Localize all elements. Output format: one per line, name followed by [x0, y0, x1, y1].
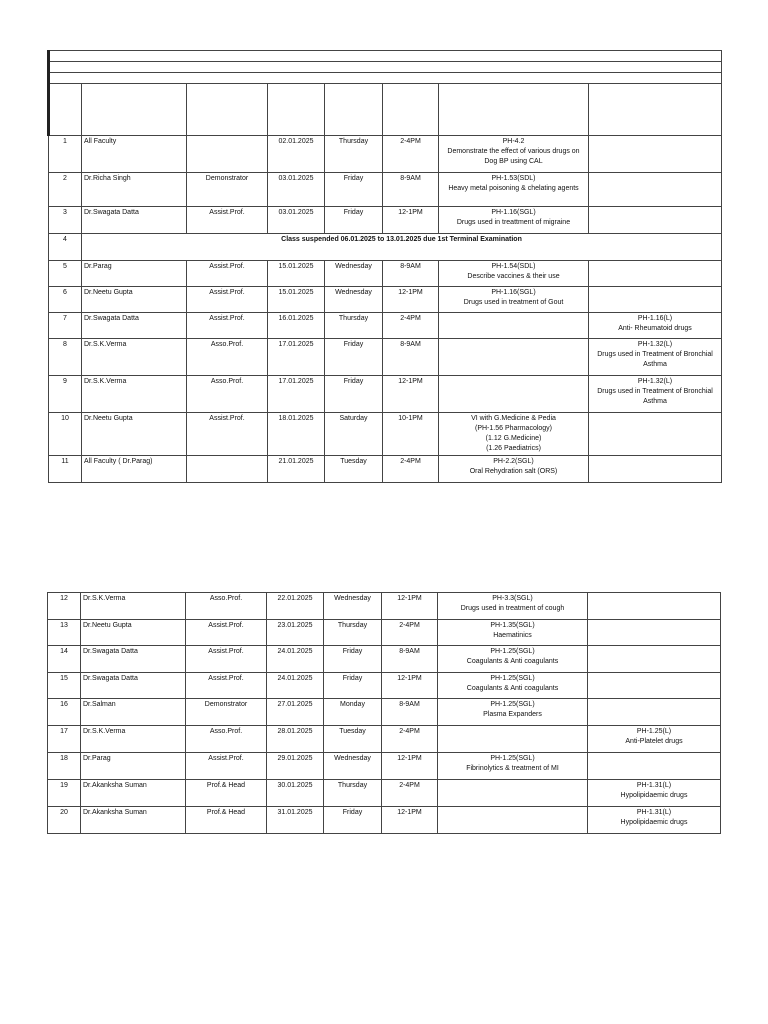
designation: Prof.& Head	[186, 780, 267, 807]
table-row	[49, 136, 722, 173]
lecture-line: Asthma	[643, 361, 667, 368]
designation: Assist.Prof.	[187, 287, 268, 313]
topic-cell	[439, 173, 589, 207]
topic-line: Coagulants & Anti coagulants	[466, 685, 559, 692]
table-row	[49, 261, 722, 287]
topic-line: Oral Rehydration salt (ORS)	[469, 468, 558, 475]
topic-line: Drugs used in treattment of migraine	[456, 219, 571, 226]
table-row	[48, 699, 721, 726]
topic-line: (1.26 Paediatrics)	[486, 445, 541, 452]
lecture-cell	[589, 261, 722, 287]
topic-line: PH-1.35(SGL)	[490, 622, 535, 629]
time: 10-1PM	[383, 413, 439, 456]
topic-line: PH-1.53(SDL)	[491, 175, 536, 182]
faculty-name: Dr.Richa Singh	[82, 173, 187, 207]
topic-line: PH-1.25(SGL)	[490, 701, 535, 708]
lecture-cell	[589, 456, 722, 483]
lecture-line: Anti-Platelet drugs	[625, 738, 683, 745]
table-row	[49, 287, 722, 313]
topic-cell	[439, 136, 589, 173]
time: 2-4PM	[383, 136, 439, 173]
date: 23.01.2025	[267, 620, 324, 646]
designation: Prof.& Head	[186, 807, 267, 834]
topic-line: PH-1.16(SGL)	[491, 289, 536, 296]
time: 8-9AM	[382, 646, 438, 673]
designation	[187, 136, 268, 173]
topic-line: PH-1.25(SGL)	[490, 675, 535, 682]
lecture-cell	[589, 287, 722, 313]
time: 2-4PM	[383, 313, 439, 339]
day: Friday	[325, 207, 383, 234]
day: Wednesday	[324, 753, 382, 780]
faculty-name: Dr.S.K.Verma	[81, 593, 186, 620]
lecture-cell	[588, 646, 721, 673]
topic-cell	[439, 339, 589, 376]
day: Thursday	[324, 780, 382, 807]
designation: Assist.Prof.	[186, 620, 267, 646]
topic-line: Describe vaccines & their use	[467, 273, 560, 280]
lecture-cell	[589, 207, 722, 234]
day: Thursday	[324, 620, 382, 646]
lecture-cell	[588, 753, 721, 780]
designation: Assist.Prof.	[187, 313, 268, 339]
serial-number: 13	[48, 620, 81, 646]
day: Wednesday	[324, 593, 382, 620]
day: Thursday	[325, 313, 383, 339]
time: 8-9AM	[382, 699, 438, 726]
lecture-line: Drugs used in Treatment of Bronchial	[597, 388, 713, 395]
serial-number: 8	[49, 339, 82, 376]
date: 15.01.2025	[268, 261, 325, 287]
lecture-cell	[589, 173, 722, 207]
faculty-name: Dr.Swagata Datta	[81, 673, 186, 699]
lecture-cell	[588, 726, 721, 753]
day: Monday	[324, 699, 382, 726]
designation: Assist.Prof.	[187, 413, 268, 456]
table-row	[49, 376, 722, 413]
topic-cell	[439, 261, 589, 287]
topic-line: Haematinics	[493, 632, 532, 639]
lecture-cell	[589, 339, 722, 376]
table-row	[49, 339, 722, 376]
lecture-cell	[588, 807, 721, 834]
topic-cell	[438, 780, 588, 807]
lecture-line: Hypolipidaemic drugs	[620, 792, 688, 799]
topic-line: PH-3.3(SGL)	[492, 595, 533, 602]
header-row-3	[49, 73, 722, 84]
time: 12-1PM	[382, 673, 438, 699]
schedule-body-bottom	[48, 593, 721, 834]
topic-cell	[438, 753, 588, 780]
day: Friday	[324, 646, 382, 673]
topic-line: (PH-1.56 Pharmacology)	[474, 425, 553, 432]
time: 12-1PM	[382, 753, 438, 780]
topic-line: Heavy metal poisoning & chelating agents	[448, 185, 579, 192]
designation: Assist.Prof.	[186, 753, 267, 780]
table-row	[48, 780, 721, 807]
topic-cell	[439, 413, 589, 456]
date: 27.01.2025	[267, 699, 324, 726]
day: Tuesday	[324, 726, 382, 753]
faculty-name: Dr.Parag	[81, 753, 186, 780]
date: 31.01.2025	[267, 807, 324, 834]
table-row	[48, 593, 721, 620]
lecture-line: PH-1.25(L)	[636, 728, 672, 735]
topic-cell	[438, 593, 588, 620]
serial-number: 20	[48, 807, 81, 834]
serial-number: 4	[49, 234, 82, 261]
faculty-name: Dr.Neetu Gupta	[82, 413, 187, 456]
date: 21.01.2025	[268, 456, 325, 483]
topic-line: Drugs used in treatment of cough	[460, 605, 565, 612]
serial-number: 10	[49, 413, 82, 456]
designation: Demonstrator	[186, 699, 267, 726]
topic-line: PH-1.25(SGL)	[490, 755, 535, 762]
serial-number: 1	[49, 136, 82, 173]
time: 12-1PM	[382, 593, 438, 620]
time: 8-9AM	[383, 173, 439, 207]
serial-number: 7	[49, 313, 82, 339]
table-row	[48, 726, 721, 753]
time: 2-4PM	[382, 620, 438, 646]
topic-line: Drugs used in treatment of Gout	[463, 299, 564, 306]
table-row	[49, 207, 722, 234]
time: 12-1PM	[382, 807, 438, 834]
date: 03.01.2025	[268, 173, 325, 207]
topic-cell	[438, 673, 588, 699]
faculty-name: Dr.Akanksha Suman	[81, 807, 186, 834]
date: 24.01.2025	[267, 646, 324, 673]
serial-number: 14	[48, 646, 81, 673]
date: 17.01.2025	[268, 339, 325, 376]
serial-number: 12	[48, 593, 81, 620]
topic-cell	[439, 456, 589, 483]
topic-cell	[438, 726, 588, 753]
lecture-line: PH-1.16(L)	[637, 315, 673, 322]
designation: Asso.Prof.	[187, 376, 268, 413]
faculty-name: All Faculty ( Dr.Parag)	[82, 456, 187, 483]
time: 8-9AM	[383, 339, 439, 376]
day: Friday	[325, 173, 383, 207]
lecture-line: PH-1.32(L)	[637, 378, 673, 385]
faculty-name: Dr.S.K.Verma	[82, 376, 187, 413]
date: 17.01.2025	[268, 376, 325, 413]
lecture-line: Anti- Rheumatoid drugs	[618, 325, 692, 332]
serial-number: 5	[49, 261, 82, 287]
header-row-2	[49, 62, 722, 73]
serial-number: 15	[48, 673, 81, 699]
faculty-name: Dr.Akanksha Suman	[81, 780, 186, 807]
time: 2-4PM	[382, 726, 438, 753]
designation: Assist.Prof.	[187, 207, 268, 234]
lecture-line: PH-1.32(L)	[637, 341, 673, 348]
topic-line: PH-1.54(SDL)	[491, 263, 536, 270]
topic-line: Dog BP using CAL	[484, 158, 543, 165]
day: Thursday	[325, 136, 383, 173]
topic-line: PH-4.2	[502, 138, 525, 145]
faculty-name: Dr.S.K.Verma	[82, 339, 187, 376]
date: 22.01.2025	[267, 593, 324, 620]
time: 2-4PM	[383, 456, 439, 483]
time: 12-1PM	[383, 287, 439, 313]
date: 29.01.2025	[267, 753, 324, 780]
date: 16.01.2025	[268, 313, 325, 339]
lecture-cell	[588, 780, 721, 807]
lecture-line: Hypolipidaemic drugs	[620, 819, 688, 826]
faculty-name: Dr.Swagata Datta	[82, 207, 187, 234]
serial-number: 2	[49, 173, 82, 207]
table-row	[48, 620, 721, 646]
table-row	[49, 413, 722, 456]
topic-cell	[438, 807, 588, 834]
topic-cell	[439, 287, 589, 313]
lecture-line: PH-1.31(L)	[636, 782, 672, 789]
designation: Asso.Prof.	[186, 593, 267, 620]
serial-number: 6	[49, 287, 82, 313]
date: 18.01.2025	[268, 413, 325, 456]
table-row	[48, 646, 721, 673]
serial-number: 19	[48, 780, 81, 807]
topic-cell	[439, 207, 589, 234]
schedule-body-top	[49, 51, 722, 483]
day: Tuesday	[325, 456, 383, 483]
topic-line: PH-1.16(SGL)	[491, 209, 536, 216]
date: 03.01.2025	[268, 207, 325, 234]
serial-number: 3	[49, 207, 82, 234]
time: 2-4PM	[382, 780, 438, 807]
topic-cell	[438, 620, 588, 646]
designation	[187, 456, 268, 483]
lecture-cell	[588, 593, 721, 620]
faculty-name: Dr.Swagata Datta	[82, 313, 187, 339]
topic-line: Coagulants & Anti coagulants	[466, 658, 559, 665]
topic-line: PH-2.2(SGL)	[493, 458, 534, 465]
lecture-cell	[589, 376, 722, 413]
serial-number: 9	[49, 376, 82, 413]
day: Friday	[324, 807, 382, 834]
date: 30.01.2025	[267, 780, 324, 807]
lecture-line: Drugs used in Treatment of Bronchial	[597, 351, 713, 358]
day: Wednesday	[325, 261, 383, 287]
lecture-cell	[588, 699, 721, 726]
faculty-name: Dr.Salman	[81, 699, 186, 726]
header-row-1	[49, 51, 722, 62]
lecture-cell	[588, 673, 721, 699]
serial-number: 16	[48, 699, 81, 726]
serial-number: 17	[48, 726, 81, 753]
lecture-cell	[589, 413, 722, 456]
date: 02.01.2025	[268, 136, 325, 173]
topic-line: VI with G.Medicine & Pedia	[471, 415, 556, 422]
topic-line: Demonstrate the effect of various drugs on	[447, 148, 580, 155]
topic-line: Fibrinolytics & treatment of MI	[466, 765, 559, 772]
column-header-row	[49, 84, 722, 136]
faculty-name: Dr.Neetu Gupta	[82, 287, 187, 313]
lecture-cell	[589, 136, 722, 173]
table-row	[49, 234, 722, 261]
faculty-name: Dr.S.K.Verma	[81, 726, 186, 753]
table-row	[49, 313, 722, 339]
date: 24.01.2025	[267, 673, 324, 699]
time: 12-1PM	[383, 207, 439, 234]
table-row	[48, 673, 721, 699]
day: Friday	[324, 673, 382, 699]
table-row	[49, 456, 722, 483]
table-row	[49, 173, 722, 207]
designation: Demonstrator	[187, 173, 268, 207]
lecture-line: Asthma	[643, 398, 667, 405]
day: Friday	[325, 376, 383, 413]
designation: Asso.Prof.	[187, 339, 268, 376]
serial-number: 11	[49, 456, 82, 483]
day: Wednesday	[325, 287, 383, 313]
table-row	[48, 753, 721, 780]
lecture-cell	[589, 313, 722, 339]
serial-number: 18	[48, 753, 81, 780]
designation: Assist.Prof.	[186, 646, 267, 673]
day: Saturday	[325, 413, 383, 456]
notice-text: Class suspended 06.01.2025 to 13.01.2025 due 1st Terminal Examination	[82, 234, 722, 261]
topic-line: (1.12 G.Medicine)	[485, 435, 542, 442]
designation: Assist.Prof.	[187, 261, 268, 287]
faculty-name: Dr.Neetu Gupta	[81, 620, 186, 646]
schedule-table-bottom	[47, 592, 721, 834]
table-row	[48, 807, 721, 834]
day: Friday	[325, 339, 383, 376]
designation: Assist.Prof.	[186, 673, 267, 699]
time: 12-1PM	[383, 376, 439, 413]
schedule-table-top	[47, 50, 722, 483]
lecture-line: PH-1.31(L)	[636, 809, 672, 816]
time: 8-9AM	[383, 261, 439, 287]
topic-cell	[439, 376, 589, 413]
topic-cell	[439, 313, 589, 339]
date: 15.01.2025	[268, 287, 325, 313]
faculty-name: All Faculty	[82, 136, 187, 173]
faculty-name: Dr.Swagata Datta	[81, 646, 186, 673]
lecture-cell	[588, 620, 721, 646]
designation: Asso.Prof.	[186, 726, 267, 753]
faculty-name: Dr.Parag	[82, 261, 187, 287]
topic-line: PH-1.25(SGL)	[490, 648, 535, 655]
date: 28.01.2025	[267, 726, 324, 753]
topic-line: Plasma Expanders	[483, 711, 542, 718]
topic-cell	[438, 699, 588, 726]
topic-cell	[438, 646, 588, 673]
